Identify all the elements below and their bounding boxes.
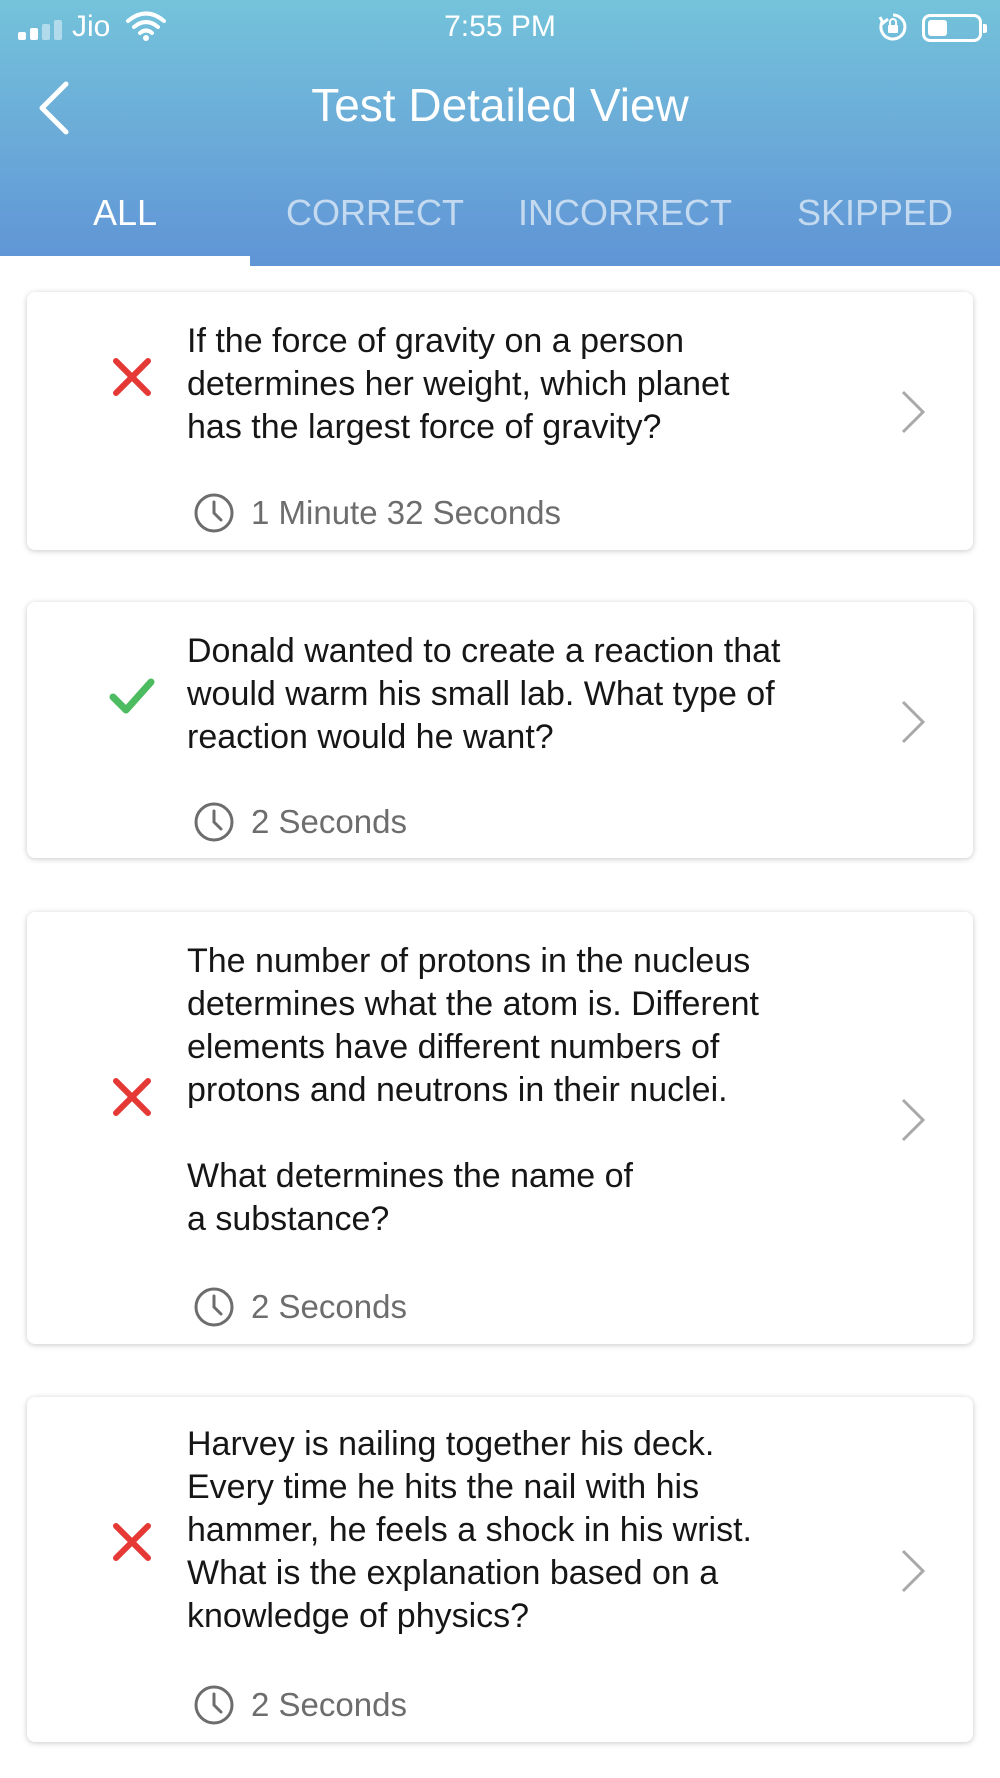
question-text: If the force of gravity on a person determines her weight, which planet has the largest force of gravity? xyxy=(187,322,730,446)
clock-icon xyxy=(193,801,235,843)
question-text: The number of protons in the nucleus determines what the atom is. Different elements have different numbers of protons and neutrons in their nuclei. What determines the name of a substance? xyxy=(187,942,759,1238)
chevron-right-icon[interactable] xyxy=(897,1096,929,1144)
clock-icon xyxy=(193,492,235,534)
tab-label: SKIPPED xyxy=(796,192,954,233)
chevron-right-icon[interactable] xyxy=(897,388,929,436)
tab-bar xyxy=(0,186,1000,266)
time-spent xyxy=(193,1684,407,1726)
tab-indicator xyxy=(0,256,250,266)
header xyxy=(0,0,1000,266)
time-spent xyxy=(193,801,407,843)
battery-icon xyxy=(922,14,982,42)
tab-label: INCORRECT xyxy=(518,192,732,233)
carrier-name: Jio xyxy=(72,10,111,43)
chevron-right-icon[interactable] xyxy=(897,698,929,746)
question-card[interactable] xyxy=(27,602,973,858)
time-spent-label: 2 Seconds xyxy=(251,1288,407,1325)
clock-time: 7:55 PM xyxy=(444,10,556,43)
page-title: Test Detailed View xyxy=(311,79,689,131)
time-spent-label: 1 Minute 32 Seconds xyxy=(251,494,562,531)
tab-skipped[interactable] xyxy=(750,186,1000,266)
clock-icon xyxy=(193,1684,235,1726)
time-spent xyxy=(193,1286,407,1328)
rotation-lock-icon xyxy=(878,12,908,42)
tab-correct[interactable] xyxy=(250,186,500,266)
question-card[interactable] xyxy=(27,292,973,550)
question-card[interactable] xyxy=(27,912,973,1344)
cross-icon xyxy=(107,1072,157,1122)
chevron-right-icon[interactable] xyxy=(897,1547,929,1595)
question-text: Donald wanted to create a reaction that would warm his small lab. What type of reaction would he want? xyxy=(187,632,781,756)
check-icon xyxy=(107,672,157,722)
tab-all[interactable] xyxy=(0,186,250,266)
tab-label: ALL xyxy=(92,192,158,233)
question-card[interactable] xyxy=(27,1397,973,1742)
clock-icon xyxy=(193,1286,235,1328)
tab-incorrect[interactable] xyxy=(500,186,750,266)
battery-level xyxy=(928,20,947,36)
question-text: Harvey is nailing together his deck. Every time he hits the nail with his hammer, he feels a shock in his wrist. What is the explanation based on a knowledge of physics? xyxy=(187,1425,753,1635)
time-spent-label: 2 Seconds xyxy=(251,803,407,840)
status-bar xyxy=(0,0,1000,56)
time-spent-label: 2 Seconds xyxy=(251,1686,407,1723)
cross-icon xyxy=(107,1517,157,1567)
time-spent xyxy=(193,492,561,534)
tab-label: CORRECT xyxy=(286,192,464,233)
cross-icon xyxy=(107,352,157,402)
